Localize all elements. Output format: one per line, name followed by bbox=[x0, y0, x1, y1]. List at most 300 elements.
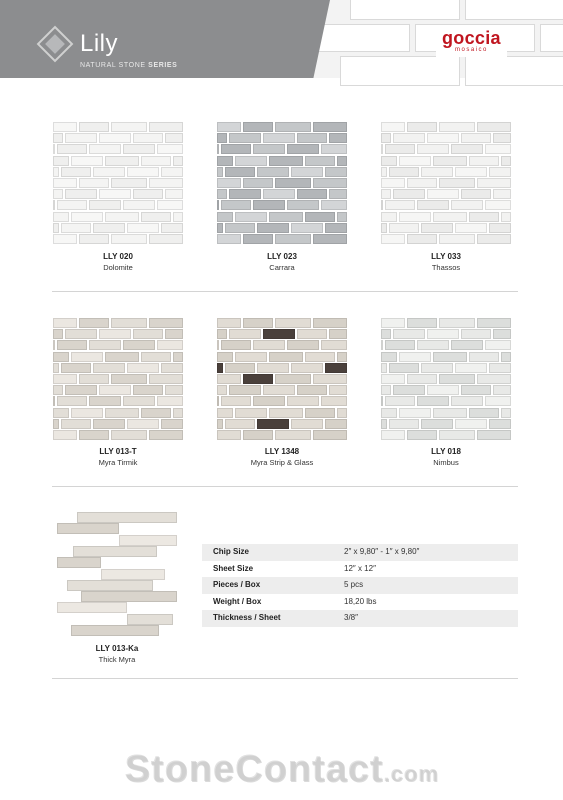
spec-label: Chip Size bbox=[213, 547, 250, 556]
tile-chip bbox=[485, 144, 512, 154]
tile-chip bbox=[325, 223, 348, 233]
tile-chip bbox=[321, 200, 348, 210]
tile-chip bbox=[477, 430, 512, 440]
tile-row bbox=[216, 144, 348, 154]
tile-chip bbox=[99, 329, 132, 339]
tile-chip bbox=[287, 200, 320, 210]
tile-row bbox=[380, 318, 512, 328]
tile-chip bbox=[217, 419, 224, 429]
tile-chip bbox=[455, 419, 488, 429]
tile-row bbox=[52, 167, 184, 177]
tile-chip bbox=[127, 614, 173, 625]
tile-row bbox=[52, 223, 184, 233]
tile-chip bbox=[89, 200, 122, 210]
tile-chip bbox=[71, 352, 104, 362]
tile-chip bbox=[105, 352, 140, 362]
tile-chip bbox=[53, 318, 78, 328]
tile-chip bbox=[133, 385, 164, 395]
tile-row bbox=[216, 200, 348, 210]
brand-sub: mosaico bbox=[454, 47, 488, 53]
tile-chip bbox=[253, 200, 286, 210]
tile-chip bbox=[275, 178, 312, 188]
spec-row bbox=[202, 561, 518, 578]
tile-chip bbox=[257, 419, 290, 429]
tile-chip bbox=[217, 144, 220, 154]
tile-chip bbox=[53, 430, 78, 440]
tile-chip bbox=[381, 144, 384, 154]
tile-chip bbox=[385, 340, 416, 350]
tile-row bbox=[216, 363, 348, 373]
spec-value: 12″ x 12″ bbox=[344, 563, 376, 573]
tile-chip bbox=[133, 329, 164, 339]
tile-chip bbox=[243, 234, 274, 244]
tile-chip bbox=[141, 352, 172, 362]
tile-chip bbox=[221, 396, 252, 406]
tile-row bbox=[380, 122, 512, 132]
tile-chip bbox=[417, 396, 450, 406]
tile-chip bbox=[221, 144, 252, 154]
tile-chip bbox=[263, 133, 296, 143]
tile-chip bbox=[421, 223, 454, 233]
tile-chip bbox=[313, 178, 348, 188]
tile-chip bbox=[485, 340, 512, 350]
tile-chip bbox=[427, 189, 460, 199]
spec-row bbox=[202, 544, 518, 561]
tile-row bbox=[216, 234, 348, 244]
tile-chip bbox=[393, 133, 426, 143]
header-tile-background bbox=[300, 0, 563, 78]
tile-row bbox=[380, 167, 512, 177]
tile-chip bbox=[225, 167, 256, 177]
tile-chip bbox=[389, 363, 420, 373]
brand-name: goccia bbox=[442, 28, 501, 48]
tile-row bbox=[52, 352, 184, 362]
tile-chip bbox=[451, 340, 484, 350]
tile-chip bbox=[253, 144, 286, 154]
tile-chip bbox=[305, 156, 336, 166]
tile-chip bbox=[57, 396, 88, 406]
tile-row bbox=[52, 408, 184, 418]
tile-chip bbox=[141, 408, 172, 418]
watermark: StoneContact.com bbox=[124, 748, 439, 790]
tile-chip bbox=[275, 430, 312, 440]
tile-chip bbox=[493, 329, 512, 339]
tile-chip bbox=[313, 318, 348, 328]
tile-swatch-lly-023 bbox=[216, 122, 348, 244]
tile-chip bbox=[53, 419, 60, 429]
tile-chip bbox=[313, 234, 348, 244]
product-code: LLY 013-T bbox=[99, 447, 137, 456]
tile-chip bbox=[221, 200, 252, 210]
tile-chip bbox=[455, 167, 488, 177]
tile-chip bbox=[65, 189, 98, 199]
tile-chip bbox=[381, 408, 398, 418]
tile-chip bbox=[161, 223, 184, 233]
tile-chip bbox=[133, 133, 164, 143]
tile-chip bbox=[217, 430, 242, 440]
tile-chip bbox=[489, 223, 512, 233]
tile-chip bbox=[217, 329, 228, 339]
tile-chip bbox=[381, 318, 406, 328]
tile-chip bbox=[321, 396, 348, 406]
tile-chip bbox=[57, 340, 88, 350]
tile-row bbox=[216, 189, 348, 199]
tile-chip bbox=[275, 234, 312, 244]
tile-swatch-lly-033 bbox=[380, 122, 512, 244]
tile-chip bbox=[439, 234, 476, 244]
tile-row bbox=[52, 340, 184, 350]
tile-chip bbox=[297, 385, 328, 395]
tile-row bbox=[52, 430, 184, 440]
tile-chip bbox=[53, 396, 56, 406]
tile-chip bbox=[269, 156, 304, 166]
tile-chip bbox=[421, 363, 454, 373]
tile-chip bbox=[217, 234, 242, 244]
tile-chip bbox=[325, 363, 348, 373]
tile-row bbox=[52, 212, 184, 222]
tile-chip bbox=[53, 340, 56, 350]
tile-swatch-lly-018 bbox=[380, 318, 512, 440]
tile-chip bbox=[433, 212, 468, 222]
product-code: LLY 1348 bbox=[264, 447, 300, 456]
tile-chip bbox=[321, 340, 348, 350]
tile-chip bbox=[329, 189, 348, 199]
tile-swatch-lly-1348 bbox=[216, 318, 348, 440]
tile-chip bbox=[225, 419, 256, 429]
tile-chip bbox=[157, 396, 184, 406]
tile-chip bbox=[275, 318, 312, 328]
tile-chip bbox=[469, 212, 500, 222]
tile-chip bbox=[71, 156, 104, 166]
tile-row bbox=[52, 363, 184, 373]
tile-chip bbox=[337, 352, 348, 362]
tile-chip bbox=[393, 189, 426, 199]
tile-chip bbox=[287, 144, 320, 154]
tile-chip bbox=[275, 374, 312, 384]
tile-chip bbox=[157, 200, 184, 210]
tile-chip bbox=[399, 212, 432, 222]
tile-chip bbox=[257, 223, 290, 233]
tile-chip bbox=[381, 200, 384, 210]
tile-row bbox=[380, 156, 512, 166]
tile-chip bbox=[217, 212, 234, 222]
tile-row bbox=[380, 352, 512, 362]
tile-row bbox=[52, 200, 184, 210]
tile-chip bbox=[381, 329, 392, 339]
tile-chip bbox=[141, 212, 172, 222]
tile-chip bbox=[461, 329, 492, 339]
tile-chip bbox=[417, 144, 450, 154]
tile-row bbox=[380, 133, 512, 143]
tile-chip bbox=[111, 178, 148, 188]
tile-swatch-lly-013-t bbox=[52, 318, 184, 440]
spec-value: 3/8″ bbox=[344, 613, 358, 622]
tile-chip bbox=[157, 340, 184, 350]
tile-row bbox=[216, 340, 348, 350]
tile-chip bbox=[71, 408, 104, 418]
product-code: LLY 033 bbox=[431, 252, 461, 261]
tile-chip bbox=[243, 374, 274, 384]
tile-chip bbox=[381, 189, 392, 199]
spec-label: Weight / Box bbox=[213, 596, 262, 606]
tile-chip bbox=[133, 189, 164, 199]
tile-chip bbox=[389, 167, 420, 177]
tile-chip bbox=[501, 156, 512, 166]
tile-chip bbox=[71, 212, 104, 222]
tile-chip bbox=[111, 234, 148, 244]
tile-chip bbox=[89, 396, 122, 406]
product-name: Myra Strip & Glass bbox=[250, 458, 314, 467]
tile-chip bbox=[57, 602, 127, 613]
tile-chip bbox=[89, 144, 122, 154]
tile-chip bbox=[433, 156, 468, 166]
tile-chip bbox=[149, 178, 184, 188]
tile-chip bbox=[269, 212, 304, 222]
tile-row bbox=[216, 122, 348, 132]
tile-chip bbox=[407, 430, 438, 440]
tile-row bbox=[216, 329, 348, 339]
tile-swatch-lly-020 bbox=[52, 122, 184, 244]
spec-label: Sheet Size bbox=[213, 563, 254, 573]
tile-chip bbox=[381, 419, 388, 429]
tile-chip bbox=[439, 122, 476, 132]
tile-chip bbox=[79, 374, 110, 384]
tile-chip bbox=[141, 156, 172, 166]
tile-chip bbox=[79, 122, 110, 132]
tile-chip bbox=[123, 396, 156, 406]
tile-chip bbox=[93, 167, 126, 177]
tile-chip bbox=[305, 352, 336, 362]
section-divider bbox=[52, 486, 518, 487]
tile-chip bbox=[257, 363, 290, 373]
tile-chip bbox=[381, 223, 388, 233]
tile-chip bbox=[53, 156, 70, 166]
tile-chip bbox=[235, 156, 268, 166]
tile-chip bbox=[217, 340, 220, 350]
tile-chip bbox=[71, 625, 159, 636]
tile-row bbox=[380, 200, 512, 210]
tile-chip bbox=[229, 385, 262, 395]
tile-chip bbox=[217, 363, 224, 373]
tile-chip bbox=[385, 396, 416, 406]
tile-chip bbox=[53, 374, 78, 384]
tile-row bbox=[216, 374, 348, 384]
spec-table bbox=[202, 544, 518, 627]
tile-chip bbox=[439, 178, 476, 188]
tile-row bbox=[216, 133, 348, 143]
tile-chip bbox=[111, 374, 148, 384]
tile-row bbox=[216, 396, 348, 406]
tile-row bbox=[52, 374, 184, 384]
tile-chip bbox=[149, 234, 184, 244]
tile-chip bbox=[485, 396, 512, 406]
tile-chip bbox=[489, 363, 512, 373]
tile-row bbox=[380, 234, 512, 244]
tile-chip bbox=[433, 352, 468, 362]
tile-chip bbox=[235, 352, 268, 362]
tile-chip bbox=[439, 374, 476, 384]
tile-chip bbox=[229, 189, 262, 199]
tile-row bbox=[52, 419, 184, 429]
tile-row bbox=[216, 156, 348, 166]
tile-chip bbox=[407, 318, 438, 328]
tile-row bbox=[380, 419, 512, 429]
tile-chip bbox=[217, 352, 234, 362]
tile-chip bbox=[297, 189, 328, 199]
tile-chip bbox=[329, 385, 348, 395]
tile-chip bbox=[67, 580, 153, 591]
tile-row bbox=[380, 430, 512, 440]
tile-row bbox=[52, 133, 184, 143]
tile-chip bbox=[455, 363, 488, 373]
product-name: Thassos bbox=[431, 263, 461, 272]
tile-chip bbox=[477, 374, 512, 384]
tile-chip bbox=[53, 363, 60, 373]
product-code: LLY 013-Ka bbox=[95, 644, 139, 653]
tile-chip bbox=[399, 352, 432, 362]
tile-chip bbox=[469, 352, 500, 362]
tile-chip bbox=[313, 122, 348, 132]
tile-chip bbox=[61, 363, 92, 373]
tile-chip bbox=[217, 122, 242, 132]
tile-chip bbox=[217, 223, 224, 233]
tile-chip bbox=[111, 318, 148, 328]
tile-chip bbox=[257, 167, 290, 177]
tile-chip bbox=[217, 396, 220, 406]
tile-row bbox=[380, 374, 512, 384]
tile-chip bbox=[149, 430, 184, 440]
tile-chip bbox=[149, 122, 184, 132]
tile-chip bbox=[79, 178, 110, 188]
tile-chip bbox=[217, 318, 242, 328]
tile-chip bbox=[399, 408, 432, 418]
tile-chip bbox=[57, 523, 119, 534]
tile-chip bbox=[235, 212, 268, 222]
tile-chip bbox=[291, 223, 324, 233]
tile-chip bbox=[325, 167, 348, 177]
tile-chip bbox=[161, 419, 184, 429]
tile-chip bbox=[105, 212, 140, 222]
tile-chip bbox=[381, 340, 384, 350]
tile-chip bbox=[225, 363, 256, 373]
tile-chip bbox=[65, 385, 98, 395]
tile-chip bbox=[291, 419, 324, 429]
tile-chip bbox=[399, 156, 432, 166]
tile-chip bbox=[127, 419, 160, 429]
tile-chip bbox=[127, 167, 160, 177]
tile-chip bbox=[93, 223, 126, 233]
tile-chip bbox=[53, 212, 70, 222]
tile-chip bbox=[149, 374, 184, 384]
tile-chip bbox=[407, 122, 438, 132]
tile-chip bbox=[461, 133, 492, 143]
tile-chip bbox=[337, 212, 348, 222]
tile-chip bbox=[297, 329, 328, 339]
product-name: Myra Tirmik bbox=[98, 458, 138, 467]
tile-row bbox=[216, 212, 348, 222]
tile-row bbox=[380, 396, 512, 406]
tile-chip bbox=[253, 396, 286, 406]
tile-row bbox=[380, 340, 512, 350]
tile-chip bbox=[57, 557, 101, 568]
tile-chip bbox=[407, 178, 438, 188]
tile-chip bbox=[161, 363, 184, 373]
tile-chip bbox=[489, 167, 512, 177]
product-name: Carrara bbox=[269, 263, 295, 272]
tile-chip bbox=[173, 156, 184, 166]
tile-chip bbox=[461, 385, 492, 395]
tile-chip bbox=[439, 318, 476, 328]
product-code: LLY 023 bbox=[267, 252, 297, 261]
tile-row bbox=[380, 363, 512, 373]
tile-row bbox=[52, 178, 184, 188]
tile-chip bbox=[407, 234, 438, 244]
tile-chip bbox=[243, 430, 274, 440]
tile-row bbox=[380, 144, 512, 154]
tile-chip bbox=[485, 200, 512, 210]
tile-chip bbox=[53, 167, 60, 177]
tile-chip bbox=[381, 396, 384, 406]
page-header bbox=[0, 0, 563, 78]
tile-chip bbox=[243, 122, 274, 132]
tile-chip bbox=[161, 167, 184, 177]
product-code: LLY 018 bbox=[431, 447, 461, 456]
tile-chip bbox=[501, 212, 512, 222]
tile-chip bbox=[381, 156, 398, 166]
tile-chip bbox=[493, 133, 512, 143]
tile-chip bbox=[451, 200, 484, 210]
tile-chip bbox=[407, 374, 438, 384]
tile-chip bbox=[81, 591, 177, 602]
tile-row bbox=[52, 329, 184, 339]
tile-chip bbox=[53, 234, 78, 244]
tile-chip bbox=[119, 535, 177, 546]
tile-chip bbox=[105, 408, 140, 418]
tile-chip bbox=[93, 363, 126, 373]
tile-chip bbox=[165, 189, 184, 199]
tile-chip bbox=[305, 212, 336, 222]
tile-chip bbox=[243, 178, 274, 188]
tile-chip bbox=[263, 189, 296, 199]
tile-chip bbox=[217, 408, 234, 418]
tile-chip bbox=[433, 408, 468, 418]
tile-chip bbox=[229, 329, 262, 339]
tile-chip bbox=[217, 178, 242, 188]
tile-chip bbox=[393, 329, 426, 339]
tile-chip bbox=[389, 223, 420, 233]
tile-chip bbox=[57, 200, 88, 210]
tile-chip bbox=[269, 352, 304, 362]
tile-chip bbox=[165, 385, 184, 395]
tile-chip bbox=[111, 122, 148, 132]
tile-chip bbox=[53, 133, 64, 143]
tile-chip bbox=[385, 144, 416, 154]
tile-chip bbox=[313, 430, 348, 440]
tile-row bbox=[52, 144, 184, 154]
tile-row bbox=[380, 223, 512, 233]
tile-chip bbox=[427, 133, 460, 143]
tile-row bbox=[216, 167, 348, 177]
tile-chip bbox=[451, 144, 484, 154]
tile-chip bbox=[243, 318, 274, 328]
tile-chip bbox=[389, 419, 420, 429]
tile-chip bbox=[469, 408, 500, 418]
tile-chip bbox=[53, 352, 70, 362]
tile-chip bbox=[385, 200, 416, 210]
tile-chip bbox=[123, 200, 156, 210]
tile-chip bbox=[287, 396, 320, 406]
tile-chip bbox=[53, 385, 64, 395]
